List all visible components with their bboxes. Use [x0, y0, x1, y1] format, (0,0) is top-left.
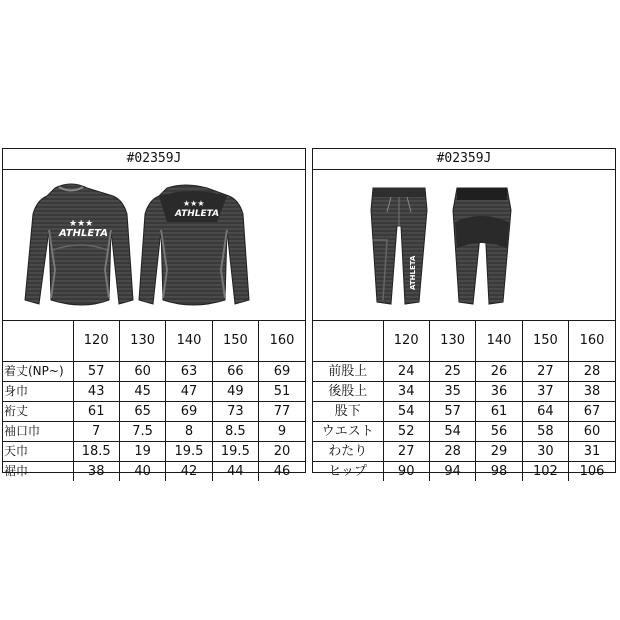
- cell: 18.5: [73, 442, 119, 462]
- size-header-row: [3, 321, 305, 362]
- cell: 106: [569, 462, 615, 482]
- row-label: 股下: [313, 402, 383, 422]
- table-row: [313, 422, 615, 442]
- cell: 31: [569, 442, 615, 462]
- pants-garment-illustration: [313, 170, 615, 320]
- size-header: 140: [166, 321, 212, 362]
- cell: 30: [522, 442, 568, 462]
- size-header-row: [313, 321, 615, 362]
- row-label: 天巾: [3, 442, 73, 462]
- size-header: 140: [476, 321, 522, 362]
- back-shirt: [139, 185, 249, 305]
- table-row: [313, 362, 615, 382]
- cell: 61: [476, 402, 522, 422]
- cell: 60: [119, 362, 165, 382]
- cell: 25: [429, 362, 475, 382]
- table-row: [313, 382, 615, 402]
- row-label: ヒップ: [313, 462, 383, 482]
- cell: 28: [569, 362, 615, 382]
- cell: 46: [259, 462, 305, 482]
- cell: 37: [522, 382, 568, 402]
- cell: 44: [212, 462, 258, 482]
- cell: 20: [259, 442, 305, 462]
- cell: 7: [73, 422, 119, 442]
- cell: 58: [522, 422, 568, 442]
- brand-logo-pants: ATHLETA: [409, 255, 417, 290]
- size-header: 160: [259, 321, 305, 362]
- pants-size-table: [313, 321, 615, 481]
- cell: 94: [429, 462, 475, 482]
- cell: 36: [476, 382, 522, 402]
- cell: 54: [383, 402, 429, 422]
- cell: 64: [522, 402, 568, 422]
- top-size-chart: [2, 148, 306, 479]
- size-header: 120: [73, 321, 119, 362]
- product-code: #02359J: [3, 149, 305, 170]
- size-header: 150: [522, 321, 568, 362]
- row-label: 裄丈: [3, 402, 73, 422]
- cell: 7.5: [119, 422, 165, 442]
- row-label: 身巾: [3, 382, 73, 402]
- cell: 52: [383, 422, 429, 442]
- cell: 66: [212, 362, 258, 382]
- front-pants: [371, 188, 427, 304]
- cell: 67: [569, 402, 615, 422]
- table-row: [3, 382, 305, 402]
- cell: 9: [259, 422, 305, 442]
- brand-logo-front: ★★★: [69, 219, 94, 229]
- cell: 28: [429, 442, 475, 462]
- pants-size-chart: [312, 148, 616, 479]
- cell: 56: [476, 422, 522, 442]
- table-row: [3, 402, 305, 422]
- table-row: [313, 402, 615, 422]
- brand-logo-back: ★★★: [183, 199, 205, 208]
- cell: 47: [166, 382, 212, 402]
- cell: 34: [383, 382, 429, 402]
- cell: 54: [429, 422, 475, 442]
- cell: 35: [429, 382, 475, 402]
- cell: 8: [166, 422, 212, 442]
- size-header: 130: [119, 321, 165, 362]
- brand-logo-front-text: ATHLETA: [59, 228, 108, 239]
- cell: 69: [259, 362, 305, 382]
- cell: 57: [73, 362, 119, 382]
- table-row: [313, 462, 615, 482]
- cell: 65: [119, 402, 165, 422]
- row-label: ウエスト: [313, 422, 383, 442]
- cell: 27: [383, 442, 429, 462]
- cell: 27: [522, 362, 568, 382]
- cell: 19.5: [212, 442, 258, 462]
- cell: 24: [383, 362, 429, 382]
- top-garment-illustration: [3, 170, 305, 320]
- cell: 45: [119, 382, 165, 402]
- row-label: 着丈(NP~): [3, 362, 73, 382]
- cell: 8.5: [212, 422, 258, 442]
- size-header: 130: [429, 321, 475, 362]
- cell: 26: [476, 362, 522, 382]
- size-header: 120: [383, 321, 429, 362]
- table-row: [3, 442, 305, 462]
- cell: 69: [166, 402, 212, 422]
- size-header: 150: [212, 321, 258, 362]
- cell: 90: [383, 462, 429, 482]
- cell: 38: [569, 382, 615, 402]
- table-row: [313, 442, 615, 462]
- row-label: 前股上: [313, 362, 383, 382]
- cell: 73: [212, 402, 258, 422]
- table-row: [3, 462, 305, 482]
- header-blank: [3, 321, 73, 362]
- row-label: 後股上: [313, 382, 383, 402]
- size-header: 160: [569, 321, 615, 362]
- product-code: #02359J: [313, 149, 615, 170]
- cell: 102: [522, 462, 568, 482]
- header-blank: [313, 321, 383, 362]
- cell: 60: [569, 422, 615, 442]
- cell: 42: [166, 462, 212, 482]
- row-label: 袖口巾: [3, 422, 73, 442]
- cell: 63: [166, 362, 212, 382]
- row-label: わたり: [313, 442, 383, 462]
- cell: 49: [212, 382, 258, 402]
- cell: 40: [119, 462, 165, 482]
- cell: 77: [259, 402, 305, 422]
- top-garment-image: [3, 170, 305, 321]
- cell: 51: [259, 382, 305, 402]
- cell: 19.5: [166, 442, 212, 462]
- cell: 61: [73, 402, 119, 422]
- table-row: [3, 362, 305, 382]
- cell: 57: [429, 402, 475, 422]
- back-pants: [453, 188, 511, 304]
- top-size-table: [3, 321, 305, 481]
- cell: 98: [476, 462, 522, 482]
- cell: 29: [476, 442, 522, 462]
- table-row: [3, 422, 305, 442]
- cell: 19: [119, 442, 165, 462]
- row-label: 裾巾: [3, 462, 73, 482]
- front-shirt: [25, 184, 133, 305]
- brand-logo-back-text: ATHLETA: [175, 209, 220, 219]
- cell: 43: [73, 382, 119, 402]
- cell: 38: [73, 462, 119, 482]
- pants-garment-image: [313, 170, 615, 321]
